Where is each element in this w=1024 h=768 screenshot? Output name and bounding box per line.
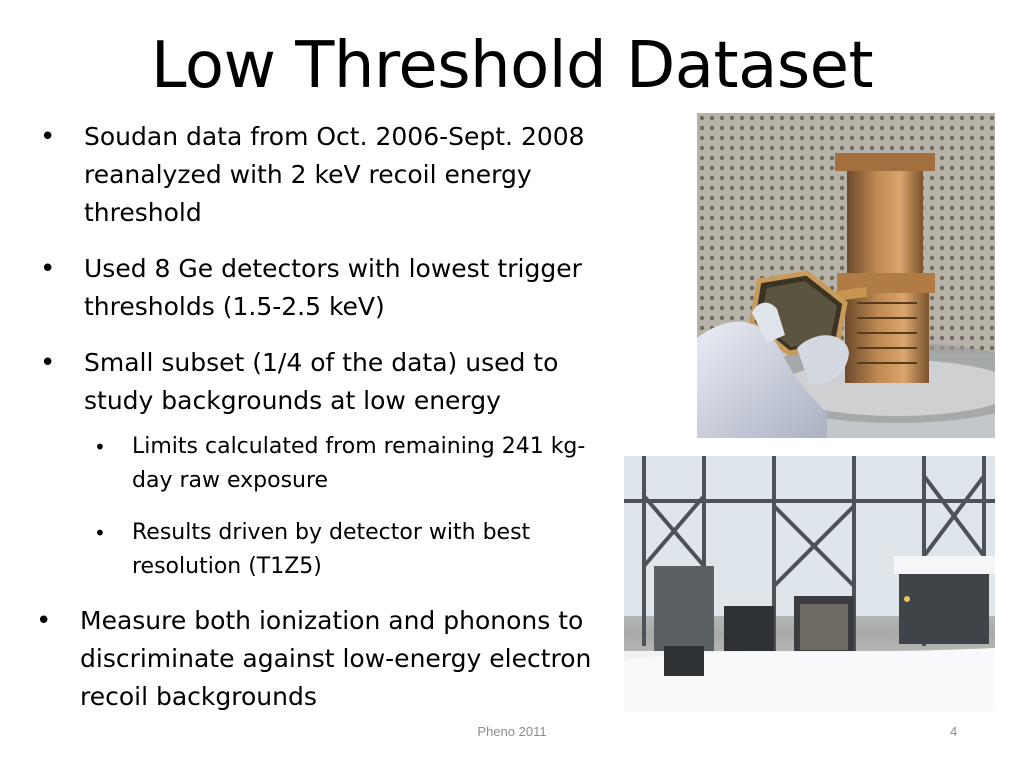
- bullet-item: [40, 118, 615, 232]
- bullet-text: Measure both ionization and phonons to discriminate against low-energy electron recoil backgrounds: [80, 606, 592, 711]
- sub-bullet-text: Limits calculated from remaining 241 kg-day raw exposure: [132, 434, 586, 493]
- bullet-item: [36, 602, 615, 716]
- mine-headframe-photo: [624, 456, 995, 711]
- sub-bullet-text: Results driven by detector with best resolution (T1Z5): [132, 520, 531, 579]
- slide-number: 4: [950, 724, 958, 739]
- bullet-dot-icon: •: [36, 606, 52, 636]
- detector-photo-illustration: [697, 113, 995, 438]
- bullet-dot-icon: •: [94, 521, 106, 545]
- bullet-list: [36, 118, 615, 734]
- footer-event: Pheno 2011: [477, 724, 547, 739]
- bullet-dot-icon: •: [94, 435, 106, 459]
- bullet-dot-icon: •: [40, 122, 56, 152]
- bullet-dot-icon: •: [40, 348, 56, 378]
- bullet-text: Soudan data from Oct. 2006-Sept. 2008 reanalyzed with 2 keV recoil energy threshold: [84, 122, 585, 227]
- bullet-item: [40, 344, 615, 420]
- bullet-dot-icon: •: [40, 254, 56, 284]
- bullet-text: Small subset (1/4 of the data) used to study backgrounds at low energy: [84, 348, 559, 415]
- bullet-text: Used 8 Ge detectors with lowest trigger thresholds (1.5-2.5 keV): [84, 254, 582, 321]
- bullet-item: [40, 250, 615, 326]
- slide-title: Low Threshold Dataset: [150, 29, 874, 103]
- sub-bullet-item: [94, 430, 615, 498]
- sub-bullet-item: [94, 516, 615, 584]
- mine-headframe-illustration: [624, 456, 995, 711]
- detector-photo: [697, 113, 995, 438]
